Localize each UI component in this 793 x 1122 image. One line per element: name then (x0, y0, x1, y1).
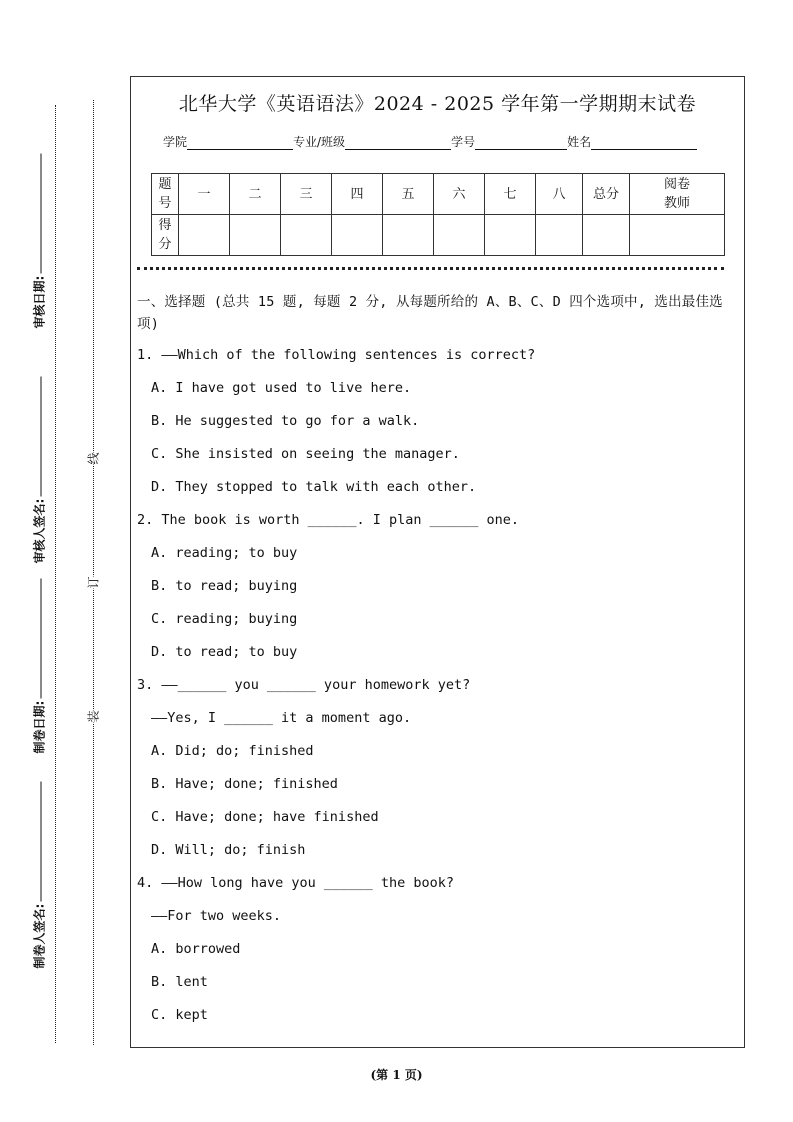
major-class-field[interactable] (345, 137, 451, 150)
score-cell-6[interactable] (434, 215, 485, 256)
score-row-header: 得 分 (152, 215, 179, 256)
col-header-2: 二 (230, 174, 281, 215)
option-b: B. lent (151, 974, 208, 990)
compiler-signature-blank[interactable] (39, 782, 41, 902)
grader-header: 阅卷 教师 (630, 174, 725, 215)
compiler-signature-label: 制卷人签名: (31, 829, 48, 969)
option-d: D. Will; do; finish (151, 842, 306, 858)
exam-frame (130, 76, 745, 1048)
col-header-3: 三 (281, 174, 332, 215)
option-a: A. I have got used to live here. (151, 380, 412, 396)
option-b: B. Have; done; finished (151, 776, 338, 792)
college-label: 学院 (163, 135, 188, 149)
student-info-row (163, 133, 697, 150)
option-a: A. Did; do; finished (151, 743, 314, 759)
option-c: C. reading; buying (151, 611, 298, 627)
col-header-4: 四 (332, 174, 383, 215)
col-header-5: 五 (383, 174, 434, 215)
score-table (151, 173, 725, 256)
student-id-label: 学号 (451, 135, 476, 149)
name-field[interactable] (591, 137, 697, 150)
option-d: D. to read; to buy (151, 644, 298, 660)
question-4 (137, 872, 736, 1037)
question-stem-response: ——For two weeks. (151, 908, 282, 924)
question-number-row (152, 174, 725, 215)
question-content (137, 291, 736, 1037)
reviewer-signature-blank[interactable] (39, 377, 41, 497)
page-number: (第 1 页) (370, 1068, 423, 1082)
review-date-blank[interactable] (39, 154, 41, 274)
option-c: C. She insisted on seeing the manager. (151, 446, 460, 462)
score-cell-8[interactable] (536, 215, 583, 256)
question-stem: 3. ——______ you ______ your homework yet? (137, 677, 471, 693)
question-stem-response: ——Yes, I ______ it a moment ago. (151, 710, 412, 726)
outer-dotted-line (55, 105, 56, 1043)
college-field[interactable] (187, 137, 293, 150)
option-d: D. They stopped to talk with each other. (151, 479, 477, 495)
question-3 (137, 674, 736, 872)
cut-mark-line: 线 (83, 452, 104, 464)
question-number-header: 题 号 (152, 174, 179, 215)
option-b: B. to read; buying (151, 578, 298, 594)
score-cell-grader[interactable] (630, 215, 725, 256)
compile-date-blank[interactable] (39, 579, 41, 699)
score-cell-2[interactable] (230, 215, 281, 256)
score-cell-4[interactable] (332, 215, 383, 256)
name-label: 姓名 (567, 135, 592, 149)
exam-title: 北华大学《英语语法》2024 - 2025 学年第一学期期末试卷 (178, 93, 697, 115)
col-header-7: 七 (485, 174, 536, 215)
compile-date-label: 制卷日期: (31, 614, 48, 754)
cut-mark-bind: 订 (83, 576, 104, 588)
option-a: A. borrowed (151, 941, 241, 957)
inner-dotted-line (93, 100, 94, 1045)
option-a: A. reading; to buy (151, 545, 298, 561)
dotted-separator (137, 267, 724, 270)
score-cell-3[interactable] (281, 215, 332, 256)
score-cell-total[interactable] (583, 215, 630, 256)
question-2 (137, 509, 736, 674)
review-date-label: 审核日期: (31, 189, 48, 329)
question-1 (137, 344, 736, 509)
score-row (152, 215, 725, 256)
section-title: 一、选择题 (总共 15 题, 每题 2 分, 从每题所给的 A、B、C、D 四个选项中, 选出最佳选项) (137, 294, 723, 332)
option-c: C. Have; done; have finished (151, 809, 379, 825)
col-header-1: 一 (179, 174, 230, 215)
reviewer-signature-label: 审核人签名: (31, 424, 48, 564)
question-stem: 4. ——How long have you ______ the book? (137, 875, 454, 891)
question-stem: 1. ——Which of the following sentences is correct? (137, 347, 536, 363)
score-cell-1[interactable] (179, 215, 230, 256)
question-stem: 2. The book is worth ______. I plan ______ one. (137, 512, 520, 528)
score-cell-5[interactable] (383, 215, 434, 256)
cut-mark-pack: 装 (83, 710, 104, 722)
option-b: B. He suggested to go for a walk. (151, 413, 420, 429)
score-cell-7[interactable] (485, 215, 536, 256)
student-id-field[interactable] (475, 137, 567, 150)
col-header-total: 总分 (583, 174, 630, 215)
major-class-label: 专业/班级 (293, 135, 346, 149)
col-header-6: 六 (434, 174, 485, 215)
col-header-8: 八 (536, 174, 583, 215)
option-c: C. kept (151, 1007, 208, 1023)
